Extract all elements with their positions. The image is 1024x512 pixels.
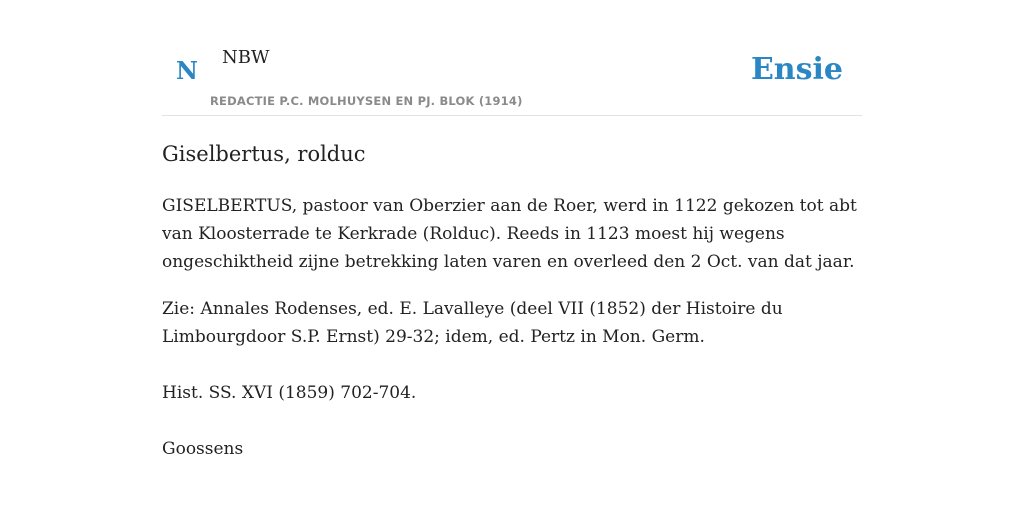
brand-logo[interactable]: Ensie (750, 52, 843, 87)
article-paragraph: GISELBERTUS, pastoor van Oberzier aan de Roer, werd in 1122 gekozen tot abt van Kloosterrade te Kerkrade (Rolduc). Reeds in 1123 moest hij wegens ongeschiktheid zijne betrekking laten varen en overleed den 2 Oct. van dat jaar. (162, 196, 857, 272)
article-paragraph: Hist. SS. XVI (1859) 702-704. (162, 383, 417, 403)
article-content (162, 137, 862, 463)
header-divider (162, 115, 862, 116)
source-editors: REDACTIE P.C. MOLHUYSEN EN PJ. BLOK (1914) (210, 94, 523, 108)
article-paragraph: Zie: Annales Rodenses, ed. E. Lavalleye (deel VII (1852) der Histoire du Limbourgdoor S.P. Ernst) 29-32; idem, ed. Pertz in Mon. Germ. (162, 299, 783, 347)
page-title: Giselbertus, rolduc (162, 142, 366, 166)
article-author: Goossens (162, 439, 244, 459)
source-name[interactable]: NBW (222, 47, 270, 68)
source-logo-icon[interactable]: N (176, 56, 198, 85)
